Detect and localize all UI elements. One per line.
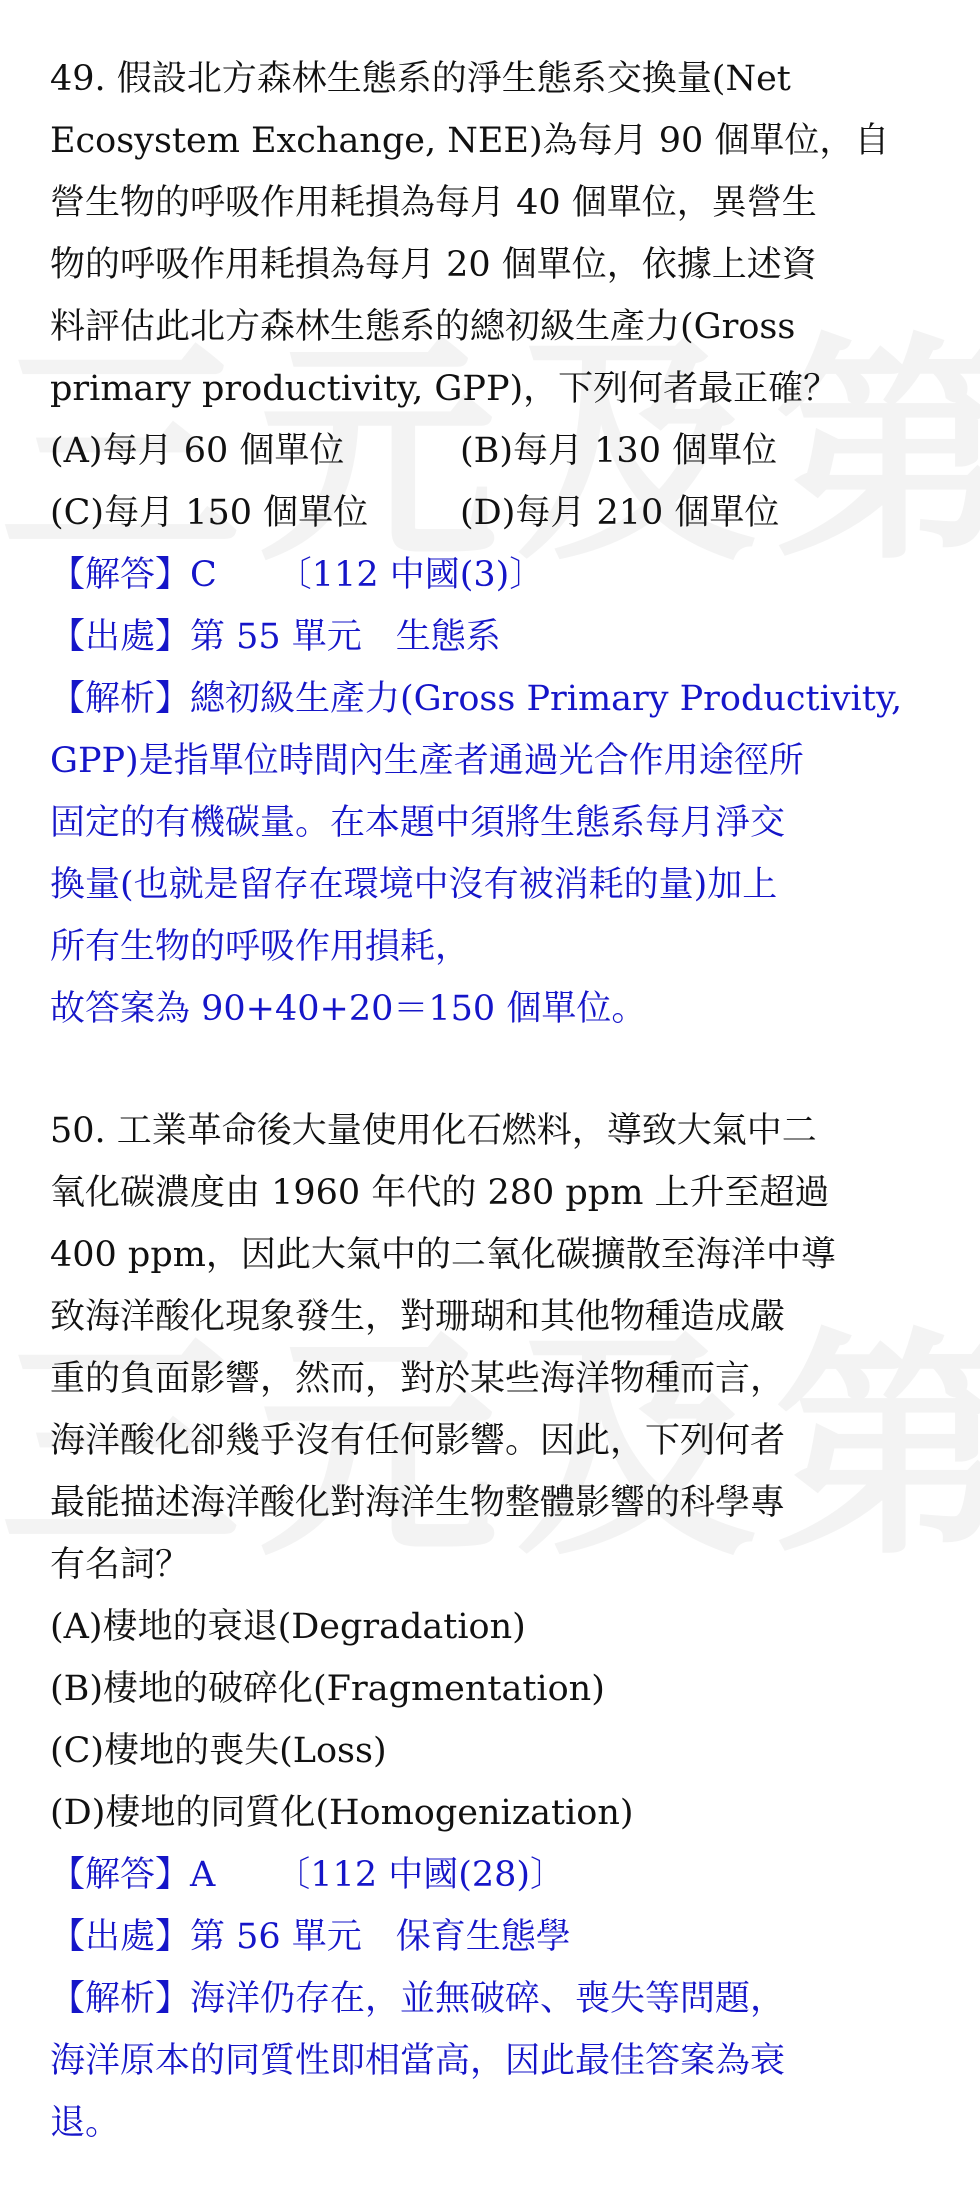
option-b: (B)每月 130 個單位 bbox=[460, 431, 778, 471]
question-49-stem-line: 49. 假設北方森林生態系的淨生態系交換量(Net bbox=[50, 59, 791, 99]
analysis-line: 【解析】總初級生產力(Gross Primary Productivity, bbox=[50, 679, 903, 719]
question-49-stem-line: primary productivity, GPP)，下列何者最正確？ bbox=[50, 369, 839, 409]
origin-topic: 保育生態學 bbox=[395, 1917, 571, 1957]
analysis-line: 換量(也就是留存在環境中沒有被消耗的量)加上 bbox=[50, 865, 778, 905]
question-separator bbox=[50, 1040, 950, 1100]
option-a: (A)棲地的衰退(Degradation) bbox=[50, 1607, 526, 1647]
option-a: (A)每月 60 個單位 bbox=[50, 431, 345, 471]
question-50-stem-line: 400 ppm，因此大氣中的二氧化碳擴散至海洋中導 bbox=[50, 1235, 836, 1275]
question-50-stem-line: 致海洋酸化現象發生，對珊瑚和其他物種造成嚴 bbox=[50, 1297, 786, 1337]
analysis-line: 所有生物的呼吸作用損耗， bbox=[50, 927, 471, 967]
origin-line bbox=[50, 606, 950, 668]
answer-source: 〔112 中國(3)〕 bbox=[276, 555, 545, 595]
question-50 bbox=[50, 1100, 950, 2154]
analysis-line: 海洋原本的同質性即相當高，因此最佳答案為衰 bbox=[50, 2041, 786, 2081]
question-49-stem-line: 營生物的呼吸作用耗損為每月 40 個單位，異營生 bbox=[50, 183, 817, 223]
question-49-stem-line: 物的呼吸作用耗損為每月 20 個單位，依據上述資 bbox=[50, 245, 817, 285]
question-50-stem-line: 最能描述海洋酸化對海洋生物整體影響的科學專 bbox=[50, 1483, 786, 1523]
origin-line bbox=[50, 1906, 950, 1968]
analysis-line: 【解析】海洋仍存在，並無破碎、喪失等問題， bbox=[50, 1979, 786, 2019]
answer-label: 【解答】C bbox=[50, 555, 217, 595]
question-50-stem-line: 海洋酸化卻幾乎沒有任何影響。因此，下列何者 bbox=[50, 1421, 786, 1461]
answer-line bbox=[50, 544, 950, 606]
question-50-stem-line: 氧化碳濃度由 1960 年代的 280 ppm 上升至超過 bbox=[50, 1173, 830, 1213]
option-c: (C)棲地的喪失(Loss) bbox=[50, 1731, 387, 1771]
question-50-stem-line: 重的負面影響，然而，對於某些海洋物種而言， bbox=[50, 1359, 786, 1399]
origin-topic: 生態系 bbox=[395, 617, 501, 657]
question-49 bbox=[50, 48, 950, 1040]
analysis-line: 故答案為 90+40+20＝150 個單位。 bbox=[50, 989, 647, 1029]
question-49-options-row bbox=[50, 420, 950, 482]
origin-label: 【出處】第 56 單元 bbox=[50, 1917, 362, 1957]
answer-label: 【解答】A bbox=[50, 1855, 216, 1895]
option-c: (C)每月 150 個單位 bbox=[50, 493, 369, 533]
origin-label: 【出處】第 55 單元 bbox=[50, 617, 362, 657]
analysis-line: GPP)是指單位時間內生產者通過光合作用途徑所 bbox=[50, 741, 804, 781]
question-49-stem-line: 料評估此北方森林生態系的總初級生產力(Gross bbox=[50, 307, 796, 347]
answer-line bbox=[50, 1844, 950, 1906]
document-page bbox=[50, 48, 950, 2154]
option-d: (D)棲地的同質化(Homogenization) bbox=[50, 1793, 634, 1833]
question-49-stem-line: Ecosystem Exchange, NEE)為每月 90 個單位，自 bbox=[50, 121, 890, 161]
question-49-options-row bbox=[50, 482, 950, 544]
answer-source: 〔112 中國(28)〕 bbox=[275, 1855, 566, 1895]
analysis-line: 退。 bbox=[50, 2103, 121, 2143]
question-50-stem-line: 50. 工業革命後大量使用化石燃料，導致大氣中二 bbox=[50, 1111, 817, 1151]
option-b: (B)棲地的破碎化(Fragmentation) bbox=[50, 1669, 605, 1709]
analysis-line: 固定的有機碳量。在本題中須將生態系每月淨交 bbox=[50, 803, 786, 843]
question-50-stem-line: 有名詞？ bbox=[50, 1545, 191, 1585]
option-d: (D)每月 210 個單位 bbox=[460, 493, 780, 533]
